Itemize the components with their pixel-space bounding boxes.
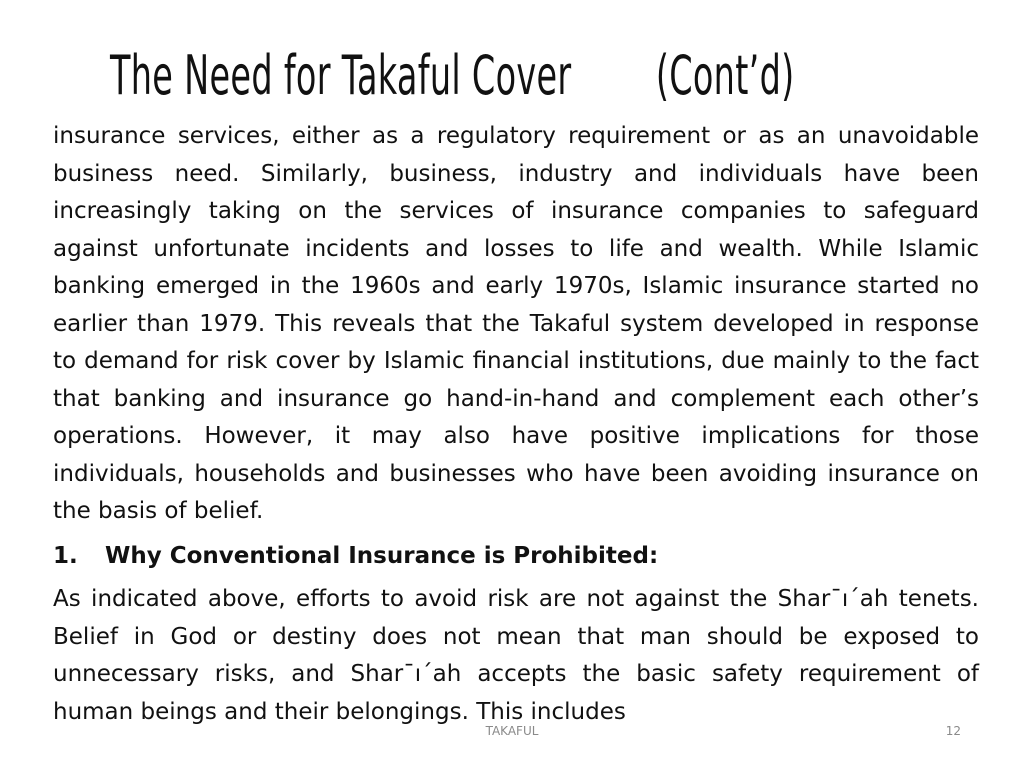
body-paragraph-2: As indicated above, efforts to avoid risk are not against the Shar¯ı´ah tenets. Belief in God or destiny does not mean that man should be exposed to unnecessary risks, and Shar¯ı´ah accepts the basic safety requirement of human beings and their belongings. This includes — [53, 586, 979, 725]
section-number: 1. — [53, 542, 78, 569]
slide-body — [53, 118, 979, 731]
body-paragraph-1: insurance services, either as a regulatory requirement or as an unavoidable business need. Similarly, business, industry and individuals have been increasingly taking on the services of insurance companies to safeguard against unfortunate incidents and losses to life and wealth. While Islamic banking emerged in the 1960s and early 1970s, Islamic insurance started no earlier than 1979. This reveals that the Takaful system developed in response to demand for risk cover by Islamic financial institutions, due mainly to the fact that banking and insurance go hand-in-hand and complement each other’s operations. However, it may also have positive implications for those individuals, households and businesses who have been avoiding insurance on the basis of belief. — [53, 123, 979, 524]
page-number: 12 — [945, 724, 961, 738]
title-continued-label: (Cont’d) — [655, 44, 795, 107]
footer-label: TAKAFUL — [485, 724, 539, 738]
section-heading-text: Why Conventional Insurance is Prohibited: — [105, 542, 659, 569]
slide-title — [110, 40, 795, 112]
section-heading — [53, 538, 979, 576]
title-text: The Need for Takaful Cover — [110, 44, 572, 107]
